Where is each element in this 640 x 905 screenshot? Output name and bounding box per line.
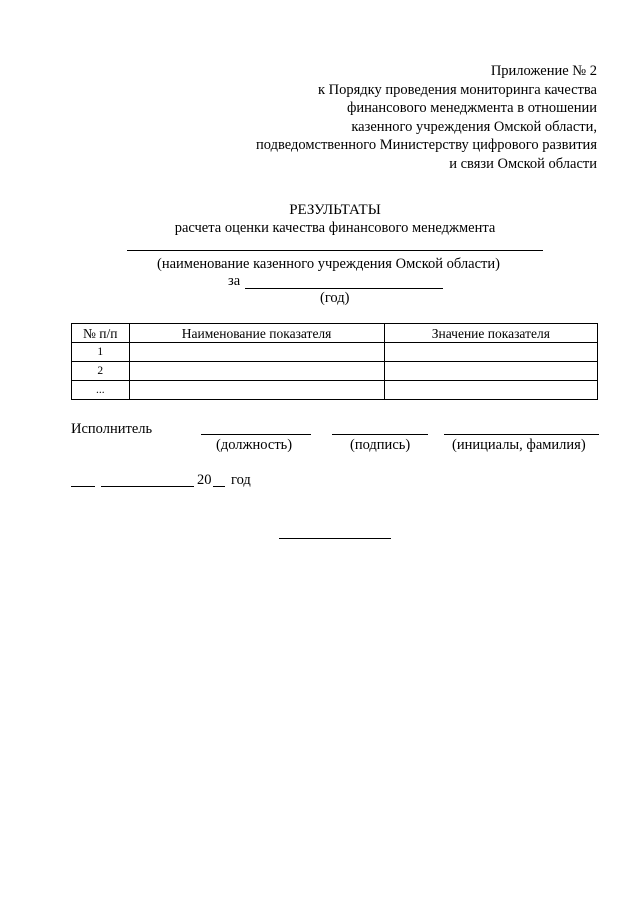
table-cell-indicator[interactable]: [129, 343, 384, 362]
table-cell-value[interactable]: [384, 362, 597, 381]
name-caption: (инициалы, фамилия): [452, 437, 586, 453]
appendix-header: [256, 62, 597, 173]
appendix-line: и связи Омской области: [449, 155, 597, 172]
appendix-line: казенного учреждения Омской области,: [351, 118, 597, 135]
table-cell-value[interactable]: [384, 381, 597, 400]
institution-caption: (наименование казенного учреждения Омской области): [157, 256, 500, 272]
closing-separator-line: [279, 538, 391, 539]
date-year-line: [213, 486, 225, 487]
date-day-line: [71, 486, 95, 487]
column-header-indicator: Наименование показателя: [129, 324, 384, 343]
name-line: [444, 434, 599, 435]
table-cell-number: ...: [72, 381, 130, 400]
document-subtitle: расчета оценки качества финансового менеджмента: [174, 220, 496, 236]
period-prefix: за: [228, 273, 241, 289]
position-line: [201, 434, 311, 435]
table-cell-number: 1: [72, 343, 130, 362]
table-cell-indicator[interactable]: [129, 381, 384, 400]
column-header-number: № п/п: [72, 324, 130, 343]
appendix-line: финансового менеджмента в отношении: [347, 100, 597, 116]
table-cell-indicator[interactable]: [129, 362, 384, 381]
date-year-prefix: 20: [197, 472, 212, 488]
signature-caption: (подпись): [350, 437, 411, 453]
document-title: РЕЗУЛЬТАТЫ: [289, 202, 381, 218]
column-header-value: Значение показателя: [384, 324, 597, 343]
appendix-line: к Порядку проведения мониторинга качества: [317, 81, 597, 98]
period-year-line: [245, 288, 443, 289]
appendix-line: Приложение № 2: [490, 63, 597, 79]
appendix-line: подведомственного Министерству цифрового развития: [256, 137, 597, 153]
signature-line: [332, 434, 428, 435]
date-month-line: [101, 486, 194, 487]
executor-label: Исполнитель: [71, 421, 153, 437]
table-cell-number: 2: [72, 362, 130, 381]
table-row: [72, 381, 598, 400]
table-cell-value[interactable]: [384, 343, 597, 362]
institution-name-line: [127, 250, 543, 251]
table-header-row: [72, 324, 598, 343]
position-caption: (должность): [216, 437, 293, 453]
period-caption: (год): [320, 290, 350, 306]
table-row: [72, 343, 598, 362]
results-table: [71, 323, 598, 400]
date-year-suffix: год: [231, 472, 251, 488]
table-row: [72, 362, 598, 381]
